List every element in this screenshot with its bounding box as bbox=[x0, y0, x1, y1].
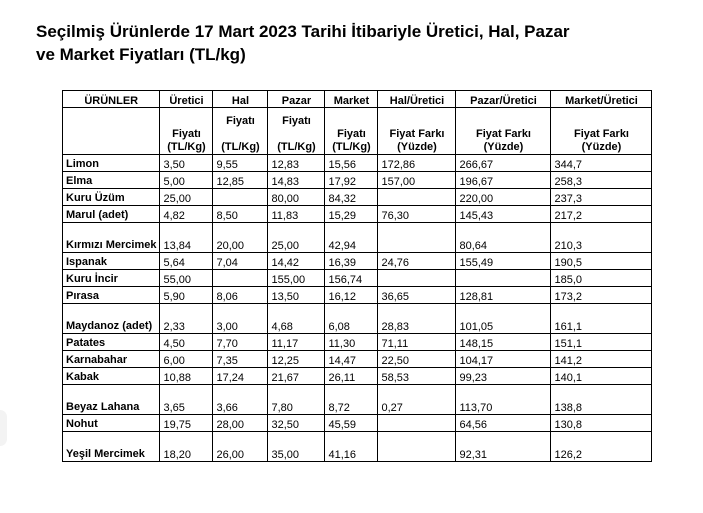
value-cell: 17,24 bbox=[213, 368, 268, 385]
value-cell: 35,00 bbox=[268, 432, 325, 462]
value-cell: 15,29 bbox=[325, 206, 378, 223]
value-cell bbox=[213, 189, 268, 206]
value-cell: 7,80 bbox=[268, 385, 325, 415]
value-cell: 55,00 bbox=[160, 270, 213, 287]
value-cell: 126,2 bbox=[551, 432, 652, 462]
value-cell: 138,8 bbox=[551, 385, 652, 415]
value-cell: 21,67 bbox=[268, 368, 325, 385]
table-row bbox=[63, 206, 652, 223]
value-cell: 25,00 bbox=[268, 223, 325, 253]
product-name-cell: Marul (adet) bbox=[63, 206, 160, 223]
value-cell: 128,81 bbox=[456, 287, 551, 304]
value-cell: 220,00 bbox=[456, 189, 551, 206]
value-cell: 42,94 bbox=[325, 223, 378, 253]
value-cell: 4,68 bbox=[268, 304, 325, 334]
column-header: Pazar bbox=[268, 91, 325, 108]
value-cell: 80,64 bbox=[456, 223, 551, 253]
value-cell bbox=[213, 270, 268, 287]
table-row bbox=[63, 155, 652, 172]
value-cell: 8,50 bbox=[213, 206, 268, 223]
value-cell: 22,50 bbox=[378, 351, 456, 368]
value-cell: 92,31 bbox=[456, 432, 551, 462]
value-cell: 71,11 bbox=[378, 334, 456, 351]
value-cell: 173,2 bbox=[551, 287, 652, 304]
product-name-cell: Maydanoz (adet) bbox=[63, 304, 160, 334]
value-cell: 14,83 bbox=[268, 172, 325, 189]
value-cell: 344,7 bbox=[551, 155, 652, 172]
value-cell: 113,70 bbox=[456, 385, 551, 415]
value-cell: 84,32 bbox=[325, 189, 378, 206]
value-cell: 7,35 bbox=[213, 351, 268, 368]
table-row bbox=[63, 287, 652, 304]
value-cell: 11,17 bbox=[268, 334, 325, 351]
column-subheader: Fiyat Farkı (Yüzde) bbox=[378, 108, 456, 155]
value-cell: 148,15 bbox=[456, 334, 551, 351]
value-cell: 210,3 bbox=[551, 223, 652, 253]
value-cell: 12,85 bbox=[213, 172, 268, 189]
column-header: Market bbox=[325, 91, 378, 108]
product-name-cell: Ispanak bbox=[63, 253, 160, 270]
product-name-cell: Kuru Üzüm bbox=[63, 189, 160, 206]
column-subheader: Fiyatı (TL/Kg) bbox=[268, 108, 325, 155]
value-cell: 141,2 bbox=[551, 351, 652, 368]
table-row bbox=[63, 270, 652, 287]
table-row bbox=[63, 304, 652, 334]
column-header: Hal bbox=[213, 91, 268, 108]
value-cell bbox=[378, 432, 456, 462]
subheader-row bbox=[63, 108, 652, 155]
table-row bbox=[63, 189, 652, 206]
value-cell: 26,11 bbox=[325, 368, 378, 385]
value-cell: 151,1 bbox=[551, 334, 652, 351]
edge-stain bbox=[0, 410, 7, 446]
value-cell: 7,04 bbox=[213, 253, 268, 270]
column-header: ÜRÜNLER bbox=[63, 91, 160, 108]
value-cell: 155,49 bbox=[456, 253, 551, 270]
value-cell: 2,33 bbox=[160, 304, 213, 334]
table-row bbox=[63, 334, 652, 351]
column-header: Hal/Üretici bbox=[378, 91, 456, 108]
value-cell: 64,56 bbox=[456, 415, 551, 432]
value-cell bbox=[378, 189, 456, 206]
value-cell: 185,0 bbox=[551, 270, 652, 287]
value-cell: 145,43 bbox=[456, 206, 551, 223]
value-cell: 190,5 bbox=[551, 253, 652, 270]
value-cell: 28,83 bbox=[378, 304, 456, 334]
value-cell: 24,76 bbox=[378, 253, 456, 270]
table-row bbox=[63, 172, 652, 189]
column-header: Üretici bbox=[160, 91, 213, 108]
value-cell: 5,00 bbox=[160, 172, 213, 189]
title-line-1: Seçilmiş Ürünlerde 17 Mart 2023 Tarihi İtibariyle Üretici, Hal, Pazar bbox=[36, 22, 570, 41]
value-cell: 5,90 bbox=[160, 287, 213, 304]
header-row bbox=[63, 91, 652, 108]
product-name-cell: Yeşil Mercimek bbox=[63, 432, 160, 462]
table-body bbox=[63, 155, 652, 462]
value-cell: 36,65 bbox=[378, 287, 456, 304]
value-cell: 26,00 bbox=[213, 432, 268, 462]
value-cell: 3,00 bbox=[213, 304, 268, 334]
table-row bbox=[63, 368, 652, 385]
value-cell: 41,16 bbox=[325, 432, 378, 462]
value-cell bbox=[378, 223, 456, 253]
value-cell: 45,59 bbox=[325, 415, 378, 432]
value-cell: 4,50 bbox=[160, 334, 213, 351]
value-cell: 101,05 bbox=[456, 304, 551, 334]
value-cell: 80,00 bbox=[268, 189, 325, 206]
product-name-cell: Elma bbox=[63, 172, 160, 189]
value-cell: 17,92 bbox=[325, 172, 378, 189]
value-cell: 3,65 bbox=[160, 385, 213, 415]
column-header: Market/Üretici bbox=[551, 91, 652, 108]
product-name-cell: Kabak bbox=[63, 368, 160, 385]
value-cell: 3,50 bbox=[160, 155, 213, 172]
column-header: Pazar/Üretici bbox=[456, 91, 551, 108]
table-row bbox=[63, 351, 652, 368]
value-cell: 130,8 bbox=[551, 415, 652, 432]
value-cell: 0,27 bbox=[378, 385, 456, 415]
value-cell: 13,50 bbox=[268, 287, 325, 304]
column-subheader: Fiyatı (TL/Kg) bbox=[325, 108, 378, 155]
value-cell: 217,2 bbox=[551, 206, 652, 223]
product-name-cell: Kuru İncir bbox=[63, 270, 160, 287]
value-cell: 11,83 bbox=[268, 206, 325, 223]
value-cell: 6,08 bbox=[325, 304, 378, 334]
product-name-cell: Limon bbox=[63, 155, 160, 172]
value-cell: 266,67 bbox=[456, 155, 551, 172]
value-cell: 25,00 bbox=[160, 189, 213, 206]
value-cell: 19,75 bbox=[160, 415, 213, 432]
value-cell: 12,25 bbox=[268, 351, 325, 368]
value-cell: 16,12 bbox=[325, 287, 378, 304]
value-cell: 196,67 bbox=[456, 172, 551, 189]
value-cell: 237,3 bbox=[551, 189, 652, 206]
column-subheader: Fiyat Farkı (Yüzde) bbox=[456, 108, 551, 155]
table-row bbox=[63, 253, 652, 270]
product-name-cell: Patates bbox=[63, 334, 160, 351]
value-cell: 8,72 bbox=[325, 385, 378, 415]
value-cell bbox=[456, 270, 551, 287]
value-cell: 7,70 bbox=[213, 334, 268, 351]
value-cell: 58,53 bbox=[378, 368, 456, 385]
value-cell: 20,00 bbox=[213, 223, 268, 253]
value-cell bbox=[378, 270, 456, 287]
value-cell: 140,1 bbox=[551, 368, 652, 385]
product-name-cell: Kırmızı Mercimek bbox=[63, 223, 160, 253]
table-row bbox=[63, 223, 652, 253]
table-row bbox=[63, 415, 652, 432]
value-cell: 157,00 bbox=[378, 172, 456, 189]
title-line-2: ve Market Fiyatları (TL/kg) bbox=[36, 45, 246, 64]
value-cell: 76,30 bbox=[378, 206, 456, 223]
column-subheader: Fiyatı (TL/Kg) bbox=[160, 108, 213, 155]
value-cell: 258,3 bbox=[551, 172, 652, 189]
value-cell: 8,06 bbox=[213, 287, 268, 304]
value-cell: 5,64 bbox=[160, 253, 213, 270]
value-cell: 6,00 bbox=[160, 351, 213, 368]
value-cell: 172,86 bbox=[378, 155, 456, 172]
value-cell: 99,23 bbox=[456, 368, 551, 385]
value-cell: 14,47 bbox=[325, 351, 378, 368]
column-subheader: Fiyatı (TL/Kg) bbox=[213, 108, 268, 155]
column-subheader: Fiyat Farkı (Yüzde) bbox=[551, 108, 652, 155]
value-cell: 155,00 bbox=[268, 270, 325, 287]
product-name-cell: Karnabahar bbox=[63, 351, 160, 368]
value-cell: 4,82 bbox=[160, 206, 213, 223]
value-cell: 104,17 bbox=[456, 351, 551, 368]
value-cell: 14,42 bbox=[268, 253, 325, 270]
value-cell: 11,30 bbox=[325, 334, 378, 351]
value-cell: 28,00 bbox=[213, 415, 268, 432]
page-title bbox=[36, 20, 686, 66]
price-table bbox=[62, 90, 652, 462]
product-name-cell: Beyaz Lahana bbox=[63, 385, 160, 415]
product-name-cell: Nohut bbox=[63, 415, 160, 432]
value-cell: 16,39 bbox=[325, 253, 378, 270]
table-row bbox=[63, 432, 652, 462]
value-cell: 18,20 bbox=[160, 432, 213, 462]
value-cell: 32,50 bbox=[268, 415, 325, 432]
value-cell: 156,74 bbox=[325, 270, 378, 287]
value-cell: 13,84 bbox=[160, 223, 213, 253]
value-cell bbox=[378, 415, 456, 432]
table-row bbox=[63, 385, 652, 415]
value-cell: 10,88 bbox=[160, 368, 213, 385]
value-cell: 9,55 bbox=[213, 155, 268, 172]
value-cell: 12,83 bbox=[268, 155, 325, 172]
column-subheader bbox=[63, 108, 160, 155]
product-name-cell: Pırasa bbox=[63, 287, 160, 304]
value-cell: 161,1 bbox=[551, 304, 652, 334]
value-cell: 15,56 bbox=[325, 155, 378, 172]
value-cell: 3,66 bbox=[213, 385, 268, 415]
